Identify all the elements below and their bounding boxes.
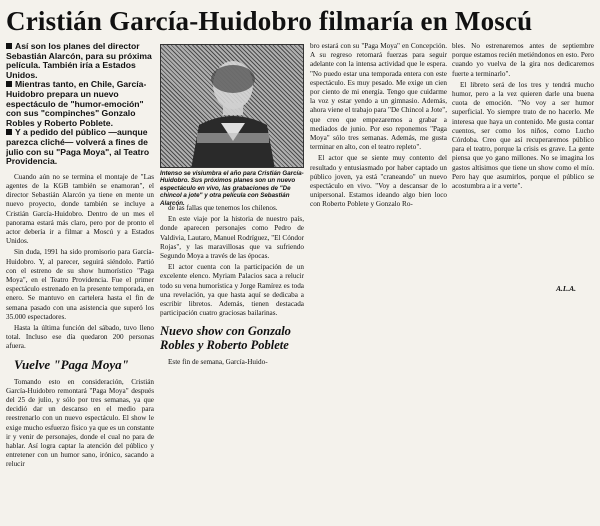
column-3	[310, 42, 447, 312]
summary-block	[6, 42, 154, 167]
column-2	[160, 204, 304, 522]
author-signature: A.L.A.	[556, 284, 576, 293]
body-paragraph: El libreto será de los tres y tendrá mucho humor, pero a la vez quieren darle una buena cuota de emoción. "No voy a ser humor superficial. Yo siempre trato de no hacerlo. Me interesa que haya un contenido. Me gusta contar cuentos, ser como los niños, como Lucho Córdoba. Creo que así recuperaremos público para el teatro, porque la crisis es grave. La gente piensa que yo gano millones. No se imagina los gastos altísimos que tiene un show como el mío. Pero hay que asumirlos, porque el público se acostumbra a ir a verte".	[452, 80, 594, 191]
subheading-vuelve-paga-moya: Vuelve "Paga Moya"	[14, 356, 129, 372]
body-paragraph: de las fallas que tenemos los chilenos.	[168, 204, 278, 212]
body-paragraph: Cuando aún no se termina el montaje de "Las agentes de la KGB también se enamoran", el director Sebastián Alarcón ya tiene en mente un nuevo proyecto, donde también se incluye a Cristián García-Huidobro. Dentro de un mes el panorama estará más claro, pero por de pronto el actor debería ir a filmar a Moscú y a Estados Unidos.	[6, 172, 154, 246]
headline: Cristián García-Huidobro filmaría en Moscú	[6, 6, 533, 36]
body-paragraph: bro estará con su "Paga Moya" en Concepción. A su regreso retomará fuerzas para seguir adelante con la intensa actividad que le espera. "No puedo estar una temporada entera con este espectáculo. Es muy pesado. Me exige un cien por ciento de mi energía. Tengo que cuidarme la voz y estar yendo a un gimnasio. Además, ahora viene el trabajo para "De Chincol a Jote", que creo que empezaremos a grabar a mediados de junio. Por eso reponemos "Paga Moya" sólo tres semanas. Además, me gusta terminar en alto, con el teatro repleto".	[310, 42, 447, 152]
summary-item: Así son los planes del director Sebastián Alarcón, para su próxima película. También iría a Estados Unidos.	[6, 42, 152, 80]
square-bullet-icon	[6, 43, 12, 49]
photo-caption: Intenso se visiumbra el año para Cristián García-Huidobro. Sus próximos planes son un nuevo espectáculo en vivo, las grabaciones de "De chincol a jote" y otra película con Sebastián Alarcón.	[160, 170, 304, 207]
summary-item: Y a pedido del público —aunque parezca cliché— volverá a fines de julio con su "Paga Moya", al Teatro Providencia.	[6, 127, 150, 167]
body-paragraph: Este fin de semana, García-Huido-	[168, 358, 268, 367]
photo-block	[160, 44, 304, 207]
photo	[160, 44, 304, 168]
subheading-nuevo-show: Nuevo show con Gonzalo Robles y Roberto Poblete	[160, 324, 291, 353]
square-bullet-icon	[6, 81, 12, 87]
column-1	[6, 42, 154, 524]
body-paragraph: El actor cuenta con la participación de un excelente elenco. Myriam Palacios saca a relucir todo su vena humorística y Jorge Ramírez es toda una revelación, ya que hasta aquí se dedicaba a escribir libretos. Además, tienen destacada participación cuatro graciosas bailarinas.	[160, 263, 304, 318]
body-paragraph: Sin duda, 1991 ha sido promisorio para García-Huidobro. Y, al parecer, seguirá siéndolo. Partió con el estreno de su show humorístico "Paga Moya", en el Teatro Providencia. Fue el primer espectáculo estrenado en la presente temporada, en enero. Se mantuvo en cartelera hasta el fin de semana pasado con una asistencia que superó los 35.000 espectadores.	[6, 248, 154, 321]
body-paragraph: El actor que se siente muy contento del resultado y entusiasmado por haber captado un público joven, ya está "craneando" un nuevo espectáculo en vivo. "Voy a descansar de lo unipersonal. Estamos ideando algo bien loco con Roberto Poblete y Gonzalo Ro-	[310, 154, 447, 209]
body-paragraph: En este viaje por la historia de nuestro país, donde aparecen personajes como Pedro de Valdivia, Lautaro, Manuel Rodríguez, "El Cóndor Rojas", y las maravillosas que va sufriendo Segundo Moya a través de las épocas.	[160, 215, 304, 261]
body-paragraph: Tomando esto en consideración, Cristián García-Huidobro remontará "Paga Moya" después del 25 de julio, y sólo por tres semanas, ya que decidió dar un descanso en el medio para reestrenarlo con un nuevo espectáculo. El show le exige mucho esfuerzo físico ya que es un constante ir y venir de personajes, donde el cual no para de hablar. Así logra captar la atención del público y entretener con un humor sano, irónico, sacando a relucir	[6, 377, 154, 469]
portrait-image	[161, 45, 304, 168]
summary-item: Mientras tanto, en Chile, García-Huidobro prepara un nuevo espectáculo de "humor-emoción" con sus "compinches" Gonzalo Robles y Roberto Poblete.	[6, 79, 147, 128]
body-paragraph: Hasta la última función del sábado, tuvo lleno total. Incluso ese día quedaron 200 personas afuera.	[6, 323, 154, 351]
square-bullet-icon	[6, 129, 12, 135]
body-paragraph: bles. No estrenaremos antes de septiembre porque estamos recién metiéndonos en esto. Pero cuando yo vuelva de la gira nos dedicaremos fuerte a terminarlo".	[452, 42, 594, 78]
column-4	[452, 42, 594, 282]
